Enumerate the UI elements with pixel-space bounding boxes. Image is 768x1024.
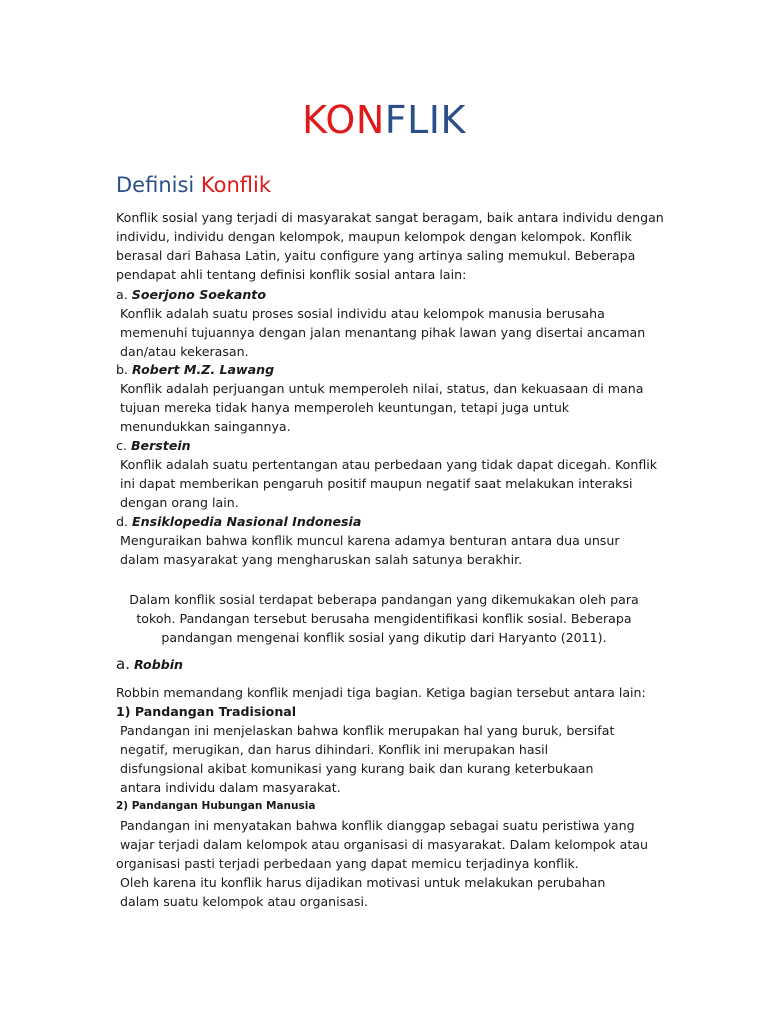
heading-part-blue: Definisi [116,173,201,197]
view2-line: dalam suatu kelompok atau organisasi. [120,894,368,909]
definition-name: Berstein [130,438,191,453]
definition-heading [116,285,266,304]
definition-line: Menguraikan bahwa konflik muncul karena adamya benturan antara dua unsur [120,533,620,548]
definition-heading [116,512,361,531]
definition-line: memenuhi tujuannya dengan jalan menantang pihak lawan yang disertai ancaman [120,325,646,340]
definition-name: Robert M.Z. Lawang [132,362,275,377]
centered-line: pandangan mengenai konflik sosial yang dikutip dari Haryanto (2011). [161,630,607,645]
intro-line: Konflik sosial yang terjadi di masyarakat sangat beragam, baik antara individu dengan [116,210,664,225]
definition-heading [116,436,191,455]
intro-line: pendapat ahli tentang definisi konflik sosial antara lain: [116,267,467,282]
intro-line: berasal dari Bahasa Latin, yaitu configure yang artinya saling memukul. Beberapa [116,248,636,263]
definition-letter: d. [116,514,128,529]
centered-line: Dalam konflik sosial terdapat beberapa pandangan yang dikemukakan oleh para [129,592,639,607]
view1-title: 1) Pandangan Tradisional [116,704,297,719]
definition-letter: b. [116,362,128,377]
section-heading [116,173,271,197]
definition-line: dengan orang lain. [120,495,239,510]
document-title [0,98,768,142]
view1-line: antara individu dalam masyarakat. [120,780,341,795]
view1-line: negatif, merugikan, dan harus dihindari. Konflik ini merupakan hasil [120,742,549,757]
definition-line: ini dapat memberikan pengaruh positif maupun negatif saat melakukan interaksi [120,476,633,491]
view2-line: Pandangan ini menyatakan bahwa konflik dianggap sebagai suatu peristiwa yang [120,818,635,833]
robbin-intro: Robbin memandang konflik menjadi tiga bagian. Ketiga bagian tersebut antara lain: [116,685,646,700]
definition-name: Ensiklopedia Nasional Indonesia [132,514,362,529]
view2-line: wajar terjadi dalam kelompok atau organisasi di masyarakat. Dalam kelompok atau [120,837,648,852]
definition-heading [116,360,274,379]
view2-line: Oleh karena itu konflik harus dijadikan motivasi untuk melakukan perubahan [120,875,606,890]
heading-part-red: Konflik [200,173,272,197]
definition-line: Konflik adalah suatu proses sosial individu atau kelompok manusia berusaha [120,306,605,321]
view1-line: Pandangan ini menjelaskan bahwa konflik merupakan hal yang buruk, bersifat [120,723,615,738]
robbin-heading [116,655,183,674]
definition-letter: c. [116,438,127,453]
definition-name: Soerjono Soekanto [131,287,266,302]
intro-line: individu, individu dengan kelompok, maupun kelompok dengan kelompok. Konflik [116,229,632,244]
definition-letter: a. [116,287,128,302]
view2-title: 2) Pandangan Hubungan Manusia [116,800,316,812]
view1-line: disfungsional akibat komunikasi yang kurang baik dan kurang keterbukaan [120,761,594,776]
robbin-letter: a. [116,655,130,673]
definition-line: Konflik adalah suatu pertentangan atau perbedaan yang tidak dapat dicegah. Konflik [120,457,658,472]
title-part-blue: FLIK [384,98,466,142]
centered-line: tokoh. Pandangan tersebut berusaha mengidentifikasi konflik sosial. Beberapa [136,611,632,626]
definition-line: dalam masyarakat yang mengharuskan salah satunya berakhir. [120,552,523,567]
definition-line: dan/atau kekerasan. [120,344,249,359]
view2-line: organisasi pasti terjadi perbedaan yang dapat memicu terjadinya konflik. [116,856,579,871]
definition-line: tujuan mereka tidak hanya memperoleh keuntungan, tetapi juga untuk [120,400,570,415]
robbin-name: Robbin [133,657,184,672]
definition-line: menundukkan saingannya. [120,419,291,434]
definition-line: Konflik adalah perjuangan untuk memperoleh nilai, status, dan kekuasaan di mana [120,381,644,396]
title-part-red: KON [302,98,385,142]
